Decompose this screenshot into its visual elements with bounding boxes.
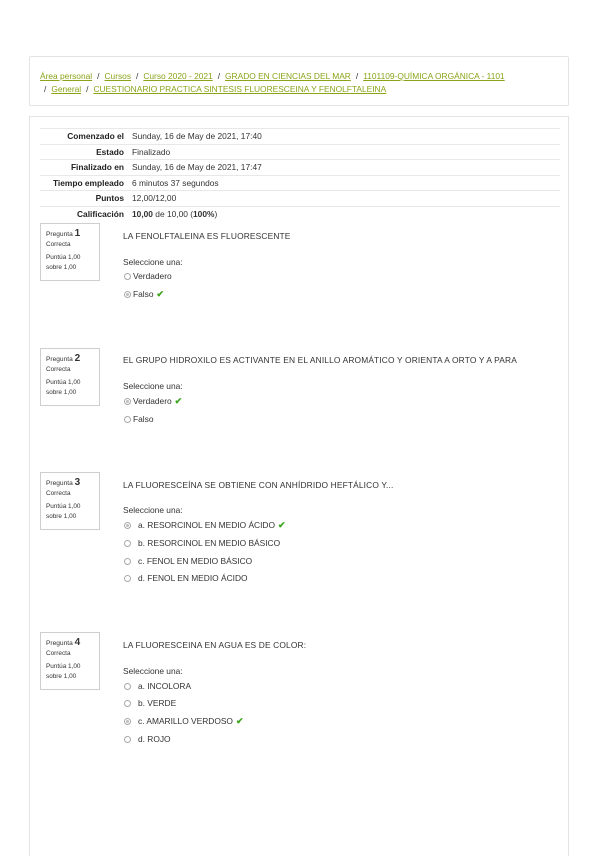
option-label: Falso (133, 289, 154, 299)
breadcrumb-year-link[interactable]: Curso 2020 - 2021 (143, 71, 213, 81)
question-number-value: 4 (74, 637, 81, 648)
question-text: LA FLUORESCEÍNA SE OBTIENE CON ANHÍDRIDO HEFTÁLICO Y... (123, 480, 394, 490)
question-number-value: 3 (74, 477, 81, 488)
breadcrumb-separator: / (97, 71, 100, 81)
radio-button[interactable] (124, 683, 131, 690)
answer-prompt: Seleccione una: (123, 505, 183, 515)
breadcrumb-section-link[interactable]: General (51, 84, 82, 94)
question-label: Pregunta (46, 640, 73, 647)
answer-option-selected[interactable] (124, 395, 182, 407)
question-number (46, 637, 94, 648)
question-info-box (40, 348, 100, 406)
question-status: Correcta (46, 490, 71, 497)
answer-option-selected[interactable] (124, 288, 164, 300)
option-label: b. RESORCINOL EN MEDIO BÁSICO (138, 538, 281, 548)
question-info-box (40, 632, 100, 690)
question-max: sobre 1,00 (46, 264, 77, 271)
breadcrumb-separator: / (217, 71, 221, 81)
radio-button-selected[interactable] (124, 718, 131, 725)
grade-end: ) (214, 208, 218, 219)
question-max: sobre 1,00 (46, 673, 77, 680)
question-grade (46, 502, 94, 522)
question-score: Puntúa 1,00 (46, 379, 81, 386)
summary-label: Calificación (40, 206, 130, 221)
question-number-value: 1 (74, 228, 81, 239)
breadcrumb-separator: / (136, 71, 139, 81)
check-icon: ✔ (156, 288, 165, 299)
answer-option[interactable] (124, 537, 280, 549)
breadcrumb-courses-link[interactable]: Cursos (104, 71, 132, 81)
breadcrumb-quiz-link[interactable]: CUESTIONARIO PRACTICA SINTESIS FLUORESCEINA Y FENOLFTALEINA (93, 84, 387, 94)
breadcrumb-course-link[interactable]: 1101109-QUÍMICA ORGÁNICA - 1101 (363, 71, 505, 81)
question-status: Correcta (46, 366, 71, 373)
question-text: LA FLUORESCEINA EN AGUA ES DE COLOR: (123, 640, 307, 650)
summary-label: Puntos (40, 191, 130, 207)
attempt-summary-table (40, 128, 560, 221)
breadcrumb-separator: / (86, 84, 89, 94)
option-label: d. FENOL EN MEDIO ÁCIDO (138, 573, 248, 583)
check-icon: ✔ (235, 715, 244, 726)
summary-label: Tiempo empleado (40, 175, 130, 191)
question-score: Puntúa 1,00 (46, 663, 81, 670)
option-label: d. ROJO (138, 734, 171, 744)
question-number (46, 477, 94, 488)
radio-button[interactable] (124, 416, 131, 423)
question-number (46, 353, 94, 364)
question-grade (46, 253, 94, 273)
summary-label: Comenzado el (40, 129, 130, 145)
grade-value: 10,00 (132, 208, 153, 219)
check-icon: ✔ (277, 519, 286, 530)
radio-button-selected[interactable] (124, 398, 131, 405)
question-status: Correcta (46, 241, 71, 248)
summary-row-started (40, 129, 560, 145)
radio-button-selected[interactable] (124, 291, 131, 298)
question-text: EL GRUPO HIDROXILO ES ACTIVANTE EN EL ANILLO AROMÁTICO Y ORIENTA A ORTO Y A PARA (123, 355, 517, 365)
option-label: Verdadero (133, 396, 172, 406)
summary-row-time (40, 175, 560, 191)
answer-option[interactable] (124, 680, 191, 692)
answer-prompt: Seleccione una: (123, 666, 183, 676)
summary-label: Estado (40, 144, 130, 160)
breadcrumb-degree-link[interactable]: GRADO EN CIENCIAS DEL MAR (225, 71, 351, 81)
summary-row-grade (40, 206, 560, 221)
summary-label: Finalizado en (40, 160, 130, 176)
question-info-box (40, 223, 100, 281)
summary-row-points (40, 191, 560, 207)
summary-value: Sunday, 16 de May de 2021, 17:47 (130, 160, 560, 176)
breadcrumb (40, 70, 560, 96)
question-number-value: 2 (74, 353, 81, 364)
answer-option[interactable] (124, 270, 172, 282)
breadcrumb-home-link[interactable]: Área personal (40, 71, 93, 81)
option-label: Falso (133, 414, 154, 424)
question-status: Correcta (46, 650, 71, 657)
question-grade (46, 662, 94, 682)
radio-button[interactable] (124, 700, 131, 707)
question-grade (46, 378, 94, 398)
summary-row-finished (40, 160, 560, 176)
question-text: LA FENOLFTALEINA ES FLUORESCENTE (123, 231, 291, 241)
option-label: b. VERDE (138, 698, 177, 708)
breadcrumb-panel (29, 56, 569, 106)
option-label: a. INCOLORA (138, 681, 192, 691)
summary-value (130, 206, 560, 221)
summary-value: Sunday, 16 de May de 2021, 17:40 (130, 129, 560, 145)
radio-button[interactable] (124, 273, 131, 280)
summary-value: Finalizado (130, 144, 560, 160)
summary-value: 6 minutos 37 segundos (130, 175, 560, 191)
answer-option[interactable] (124, 572, 248, 584)
question-score: Puntúa 1,00 (46, 503, 81, 510)
check-icon: ✔ (174, 395, 183, 406)
question-label: Pregunta (46, 231, 73, 238)
summary-row-state (40, 144, 560, 160)
answer-option-selected[interactable] (124, 715, 244, 727)
answer-option-selected[interactable] (124, 519, 286, 531)
answer-option[interactable] (124, 555, 252, 567)
answer-option[interactable] (124, 733, 171, 745)
question-max: sobre 1,00 (46, 389, 77, 396)
radio-button[interactable] (124, 736, 131, 743)
radio-button[interactable] (124, 540, 131, 547)
question-max: sobre 1,00 (46, 513, 77, 520)
answer-prompt: Seleccione una: (123, 381, 183, 391)
question-number (46, 228, 94, 239)
option-label: a. RESORCINOL EN MEDIO ÁCIDO (138, 520, 275, 530)
question-label: Pregunta (46, 356, 73, 363)
option-label: Verdadero (133, 271, 172, 281)
question-info-box (40, 472, 100, 530)
breadcrumb-separator: / (355, 71, 359, 81)
breadcrumb-separator: / (44, 84, 47, 94)
radio-button[interactable] (124, 558, 131, 565)
option-label: c. FENOL EN MEDIO BÁSICO (138, 556, 253, 566)
answer-option[interactable] (124, 697, 176, 709)
question-label: Pregunta (46, 480, 73, 487)
option-label: c. AMARILLO VERDOSO (138, 716, 233, 726)
radio-button[interactable] (124, 575, 131, 582)
grade-percent: 100% (193, 208, 215, 219)
answer-prompt: Seleccione una: (123, 257, 183, 267)
grade-middle: de 10,00 ( (155, 208, 194, 219)
radio-button-selected[interactable] (124, 522, 131, 529)
question-score: Puntúa 1,00 (46, 254, 81, 261)
summary-value: 12,00/12,00 (130, 191, 560, 207)
answer-option[interactable] (124, 413, 153, 425)
